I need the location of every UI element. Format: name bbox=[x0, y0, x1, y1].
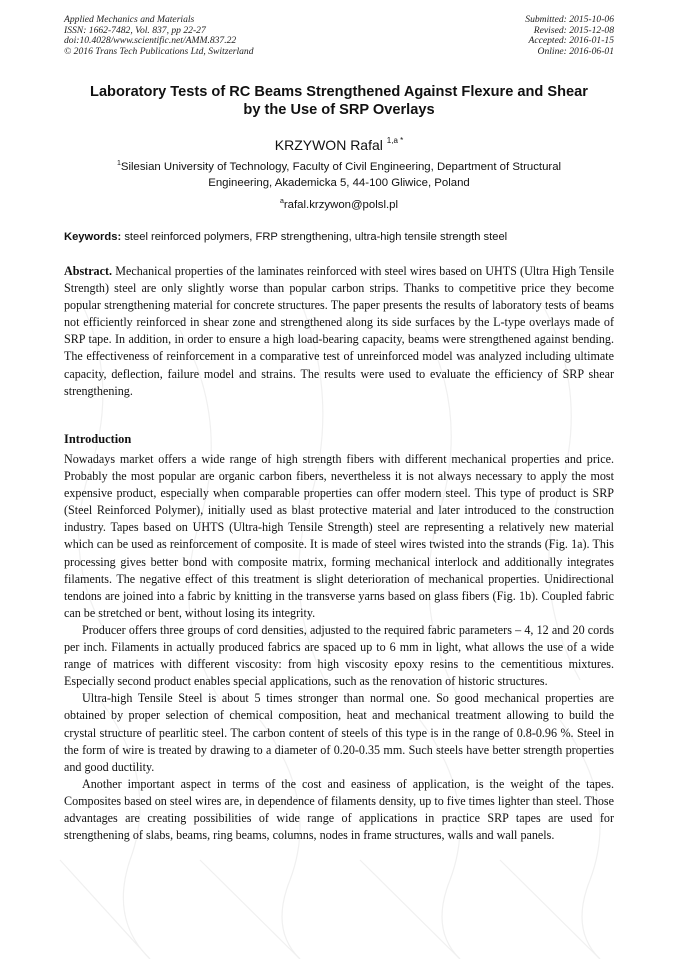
paper-title-line-2: by the Use of SRP Overlays bbox=[243, 102, 435, 118]
section-heading-introduction: Introduction bbox=[64, 432, 132, 446]
revised-date: Revised: 2015-12-08 bbox=[533, 24, 614, 36]
journal-header-right bbox=[525, 15, 614, 57]
intro-paragraph: Nowadays market offers a wide range of high strength fibers with different mechanical properties and price. Probably the most popular are organic carbon fibers, nevertheless it is not always necessary to apply the most expensive product, especially when comparable properties can offer modern steel. This type of product is SRP (Steel Reinforced Polymer), initially used as blast protective material and later introduced to the construction industry. Tapes based on UHTS (Ultra-high Tensile Strength) steel are representing a relatively new material which can be used as reinforcement of composite. It is made of steel wires twisted into the strands (Fig. 1a). This processing gives better bond with composite matrix, forming mechanical interlock and additionally integrates filaments. The negative effect of this treatment is slight deterioration of mechanical properties. Unidirectional tendons are joined into a fabric by knitting in the transverse yarns based on glass fibers (Fig. 1b). Coupled fabric can be stretched or bent, without losing its integrity. bbox=[64, 452, 614, 620]
abstract-label: Abstract. bbox=[64, 264, 113, 278]
doi-line: doi:10.4028/www.scientific.net/AMM.837.22 bbox=[64, 35, 237, 47]
keywords-label: Keywords: bbox=[64, 231, 122, 243]
email-address[interactable]: rafal.krzywon@polsl.pl bbox=[283, 199, 399, 211]
affiliation-marker: 1 bbox=[116, 160, 121, 167]
intro-paragraph: Another important aspect in terms of the cost and easiness of application, is the weight of the tapes. Composites based on steel wires are, in dependence of filaments density, up to five times lighter than steel. Those advantages are creating possibilities of wide range of applications in practice SRP tapes are used for strengthening of slabs, beams, ring beams, columns, nodes in frame structures, walls and wall panels. bbox=[64, 776, 614, 843]
keywords bbox=[64, 230, 614, 244]
intro-paragraph: Producer offers three groups of cord densities, adjusted to the required fabric parameters – 4, 12 and 20 cords per inch. Filaments in actually produced fabrics are spaced up to 6 mm in light, what allows the use of a wide range of matrices with different viscosity: from high viscosity epoxy resins to the cementitious mixtures. Especially second product enables special applications, such as the renovation of historic structures. bbox=[64, 622, 614, 689]
affiliation-line-1: Silesian University of Technology, Faculty of Civil Engineering, Department of Structural bbox=[120, 161, 562, 173]
submitted-date: Submitted: 2015-10-06 bbox=[525, 14, 614, 25]
online-date: Online: 2016-06-01 bbox=[537, 45, 614, 57]
paper-title-line-1: Laboratory Tests of RC Beams Strengthened Against Flexure and Shear bbox=[90, 84, 588, 100]
author bbox=[64, 133, 614, 153]
keywords-text: steel reinforced polymers, FRP strengthening, ultra-high tensile strength steel bbox=[124, 231, 508, 243]
affiliation bbox=[64, 156, 614, 191]
abstract bbox=[64, 263, 614, 400]
issn-line: ISSN: 1662-7482, Vol. 837, pp 22-27 bbox=[64, 24, 206, 36]
author-email bbox=[64, 195, 614, 212]
affiliation-line-2: Engineering, Akademicka 5, 44-100 Gliwice, Poland bbox=[208, 177, 470, 189]
introduction-body bbox=[64, 451, 614, 844]
paper-title bbox=[64, 83, 614, 119]
email-marker: a bbox=[279, 198, 284, 205]
copyright-line: © 2016 Trans Tech Publications Ltd, Switzerland bbox=[64, 45, 254, 57]
journal-header-left bbox=[64, 15, 254, 57]
abstract-text: Mechanical properties of the laminates reinforced with steel wires based on UHTS (Ultra High Tensile Strength) steel are only slightly worse than popular carbon strips. Thanks to competitive price they become popular strengthening material for concrete structures. The paper presents the results of laboratory tests of beams not efficiently reinforced in shear zone and strengthened along its side surfaces by the L-type overlays made of SRP tape. In addition, in order to ensure a high load-bearing capacity, beams were strengthened against bending. The effectiveness of reinforcement in a comparative test of unreinforced model was analyzed including ultimate capacity, deflection, failure model and strains. The results were used to evaluate the efficiency of SRP shear strengthening. bbox=[64, 264, 614, 398]
author-affiliation-marker: 1,a * bbox=[386, 136, 404, 145]
intro-paragraph: Ultra-high Tensile Steel is about 5 times stronger than normal one. So good mechanical properties are obtained by proper selection of chemical composition, heat and mechanical treatment allowing to build the crystal structure of pearlitic steel. The carbon content of steels of this type is in the range of 0.8-0.96 %. Steel in the form of wire is treated by drawing to a diameter of 0.20-0.35 mm. Such steels have better strength properties and good ductility. bbox=[64, 691, 614, 774]
accepted-date: Accepted: 2016-01-15 bbox=[528, 35, 614, 47]
author-name: KRZYWON Rafal bbox=[274, 137, 383, 153]
journal-name: Applied Mechanics and Materials bbox=[64, 14, 195, 25]
